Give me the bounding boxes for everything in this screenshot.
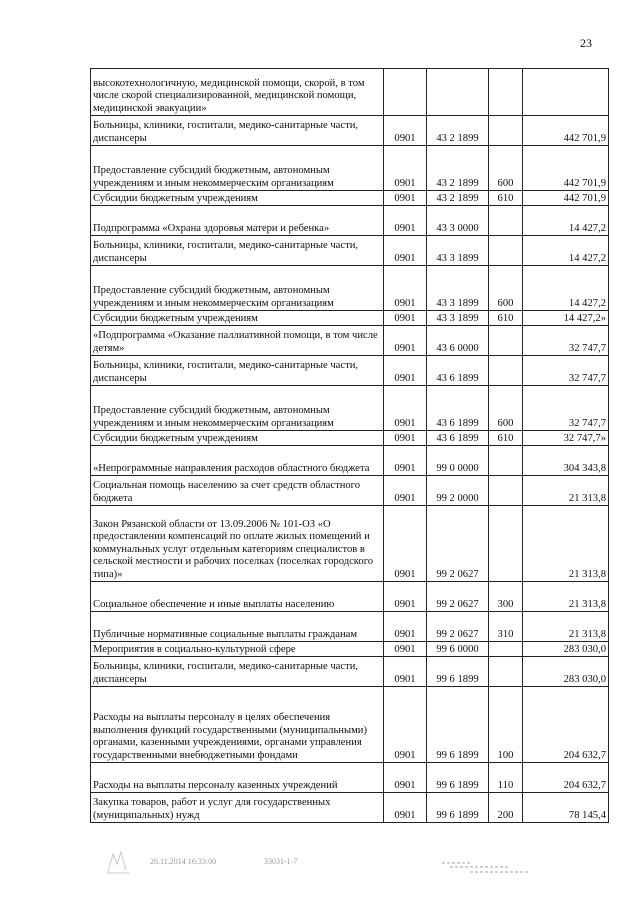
row-name-cell: Социальное обеспечение и иные выплаты населению	[91, 582, 384, 612]
row-section-cell: 0901	[384, 356, 427, 386]
row-section-cell: 0901	[384, 206, 427, 236]
row-type-cell: 300	[489, 582, 523, 612]
table-row	[91, 146, 609, 191]
row-type-cell	[489, 236, 523, 266]
row-amount-cell: 21 313,8	[523, 506, 609, 582]
row-amount-cell: 283 030,0	[523, 657, 609, 687]
table-row	[91, 191, 609, 206]
row-amount-cell	[523, 69, 609, 116]
table-row	[91, 311, 609, 326]
row-target-cell: 99 6 1899	[427, 657, 489, 687]
row-type-cell	[489, 446, 523, 476]
row-amount-cell: 21 313,8	[523, 582, 609, 612]
row-section-cell: 0901	[384, 763, 427, 793]
row-name-cell: Закон Рязанской области от 13.09.2006 № 101-ОЗ «О предоставлении компенсаций по оплате жилых помещений и коммунальных услуг отдельным категориям специалистов в сельской местности и рабочих поселках (поселках городского типа)»	[91, 506, 384, 582]
table-row	[91, 386, 609, 431]
row-type-cell: 610	[489, 311, 523, 326]
row-type-cell: 610	[489, 431, 523, 446]
row-section-cell: 0901	[384, 236, 427, 266]
row-section-cell: 0901	[384, 657, 427, 687]
row-amount-cell: 14 427,2	[523, 266, 609, 311]
row-name-cell: Публичные нормативные социальные выплаты гражданам	[91, 612, 384, 642]
row-type-cell: 600	[489, 146, 523, 191]
row-target-cell: 99 2 0627	[427, 582, 489, 612]
row-target-cell: 43 6 1899	[427, 386, 489, 431]
row-name-cell: Больницы, клиники, госпитали, медико-санитарные части, диспансеры	[91, 356, 384, 386]
budget-table	[90, 68, 609, 823]
row-type-cell: 610	[489, 191, 523, 206]
row-name-cell: Расходы на выплаты персоналу казенных учреждений	[91, 763, 384, 793]
budget-table-body	[91, 69, 609, 823]
row-amount-cell: 304 343,8	[523, 446, 609, 476]
table-row	[91, 763, 609, 793]
row-type-cell	[489, 116, 523, 146]
row-amount-cell: 78 145,4	[523, 793, 609, 823]
row-section-cell: 0901	[384, 506, 427, 582]
row-type-cell: 100	[489, 687, 523, 763]
table-row	[91, 356, 609, 386]
row-target-cell: 43 2 1899	[427, 191, 489, 206]
row-section-cell: 0901	[384, 191, 427, 206]
row-amount-cell: 204 632,7	[523, 687, 609, 763]
row-type-cell: 200	[489, 793, 523, 823]
row-section-cell: 0901	[384, 326, 427, 356]
row-section-cell: 0901	[384, 476, 427, 506]
row-amount-cell: 21 313,8	[523, 612, 609, 642]
row-section-cell: 0901	[384, 642, 427, 657]
row-type-cell	[489, 69, 523, 116]
row-amount-cell: 32 747,7	[523, 326, 609, 356]
table-row	[91, 476, 609, 506]
table-row	[91, 612, 609, 642]
row-amount-cell: 204 632,7	[523, 763, 609, 793]
row-target-cell: 43 3 1899	[427, 236, 489, 266]
row-section-cell: 0901	[384, 446, 427, 476]
row-name-cell: «Непрограммные направления расходов областного бюджета	[91, 446, 384, 476]
row-section-cell: 0901	[384, 146, 427, 191]
row-amount-cell: 442 701,9	[523, 146, 609, 191]
row-amount-cell: 32 747,7	[523, 356, 609, 386]
row-amount-cell: 442 701,9	[523, 191, 609, 206]
row-section-cell: 0901	[384, 793, 427, 823]
row-section-cell: 0901	[384, 266, 427, 311]
table-row	[91, 793, 609, 823]
row-amount-cell: 21 313,8	[523, 476, 609, 506]
row-target-cell: 99 6 1899	[427, 687, 489, 763]
row-name-cell: Подпрограмма «Охрана здоровья матери и ребенка»	[91, 206, 384, 236]
row-type-cell: 310	[489, 612, 523, 642]
row-target-cell: 43 2 1899	[427, 116, 489, 146]
table-row	[91, 266, 609, 311]
row-type-cell	[489, 206, 523, 236]
table-row	[91, 116, 609, 146]
row-target-cell: 99 2 0627	[427, 612, 489, 642]
table-row	[91, 236, 609, 266]
row-name-cell: «Подпрограмма «Оказание паллиативной помощи, в том числе детям»	[91, 326, 384, 356]
table-row	[91, 642, 609, 657]
row-amount-cell: 14 427,2	[523, 206, 609, 236]
row-type-cell: 600	[489, 386, 523, 431]
row-target-cell: 99 0 0000	[427, 446, 489, 476]
row-name-cell: Социальная помощь населению за счет средств областного бюджета	[91, 476, 384, 506]
row-amount-cell: 14 427,2	[523, 236, 609, 266]
row-section-cell: 0901	[384, 431, 427, 446]
table-row	[91, 326, 609, 356]
row-name-cell: Предоставление субсидий бюджетным, автономным учреждениям и иным некоммерческим организациям	[91, 266, 384, 311]
row-amount-cell: 283 030,0	[523, 642, 609, 657]
row-target-cell: 43 3 1899	[427, 266, 489, 311]
row-section-cell: 0901	[384, 582, 427, 612]
row-amount-cell: 32 747,7»	[523, 431, 609, 446]
row-section-cell: 0901	[384, 116, 427, 146]
row-target-cell: 99 2 0627	[427, 506, 489, 582]
table-row	[91, 431, 609, 446]
row-type-cell	[489, 326, 523, 356]
row-section-cell: 0901	[384, 612, 427, 642]
row-target-cell	[427, 69, 489, 116]
row-name-cell: Предоставление субсидий бюджетным, автономным учреждениям и иным некоммерческим организациям	[91, 386, 384, 431]
row-name-cell: Закупка товаров, работ и услуг для государственных (муниципальных) нужд	[91, 793, 384, 823]
table-row	[91, 687, 609, 763]
row-target-cell: 99 6 1899	[427, 793, 489, 823]
footer-date: 26.11.2014 16:33:00	[150, 857, 217, 866]
table-row	[91, 582, 609, 612]
row-amount-cell: 32 747,7	[523, 386, 609, 431]
stamp-mark	[104, 846, 132, 876]
row-target-cell: 99 2 0000	[427, 476, 489, 506]
row-target-cell: 43 6 1899	[427, 356, 489, 386]
row-section-cell	[384, 69, 427, 116]
row-target-cell: 43 3 1899	[427, 311, 489, 326]
footer-watermark	[440, 857, 530, 879]
row-type-cell	[489, 356, 523, 386]
row-target-cell: 99 6 1899	[427, 763, 489, 793]
row-amount-cell: 14 427,2»	[523, 311, 609, 326]
row-target-cell: 43 6 1899	[427, 431, 489, 446]
row-name-cell: Предоставление субсидий бюджетным, автономным учреждениям и иным некоммерческим организациям	[91, 146, 384, 191]
row-name-cell: Субсидии бюджетным учреждениям	[91, 191, 384, 206]
row-type-cell: 110	[489, 763, 523, 793]
table-row	[91, 506, 609, 582]
row-type-cell	[489, 476, 523, 506]
row-name-cell: Расходы на выплаты персоналу в целях обеспечения выполнения функций государственными (муниципальными) органами, казенными учреждениями, органами управления государственными внебюджетными фондами	[91, 687, 384, 763]
table-row	[91, 657, 609, 687]
row-section-cell: 0901	[384, 687, 427, 763]
table-row	[91, 69, 609, 116]
row-type-cell	[489, 657, 523, 687]
page-number: 23	[580, 36, 592, 50]
row-type-cell	[489, 506, 523, 582]
row-type-cell: 600	[489, 266, 523, 311]
row-name-cell: Субсидии бюджетным учреждениям	[91, 311, 384, 326]
row-name-cell: высокотехнологичную, медицинской помощи, скорой, в том числе скорой специализированной, медицинской помощи, медицинской эвакуации»	[91, 69, 384, 116]
row-name-cell: Больницы, клиники, госпитали, медико-санитарные части, диспансеры	[91, 116, 384, 146]
row-name-cell: Больницы, клиники, госпитали, медико-санитарные части, диспансеры	[91, 236, 384, 266]
row-amount-cell: 442 701,9	[523, 116, 609, 146]
row-target-cell: 43 3 0000	[427, 206, 489, 236]
row-type-cell	[489, 642, 523, 657]
row-section-cell: 0901	[384, 311, 427, 326]
row-name-cell: Мероприятия в социально-культурной сфере	[91, 642, 384, 657]
row-target-cell: 43 6 0000	[427, 326, 489, 356]
row-name-cell: Больницы, клиники, госпитали, медико-санитарные части, диспансеры	[91, 657, 384, 687]
row-target-cell: 99 6 0000	[427, 642, 489, 657]
table-row	[91, 206, 609, 236]
row-target-cell: 43 2 1899	[427, 146, 489, 191]
footer-code: 33031-1-7	[264, 857, 298, 866]
table-row	[91, 446, 609, 476]
row-section-cell: 0901	[384, 386, 427, 431]
row-name-cell: Субсидии бюджетным учреждениям	[91, 431, 384, 446]
